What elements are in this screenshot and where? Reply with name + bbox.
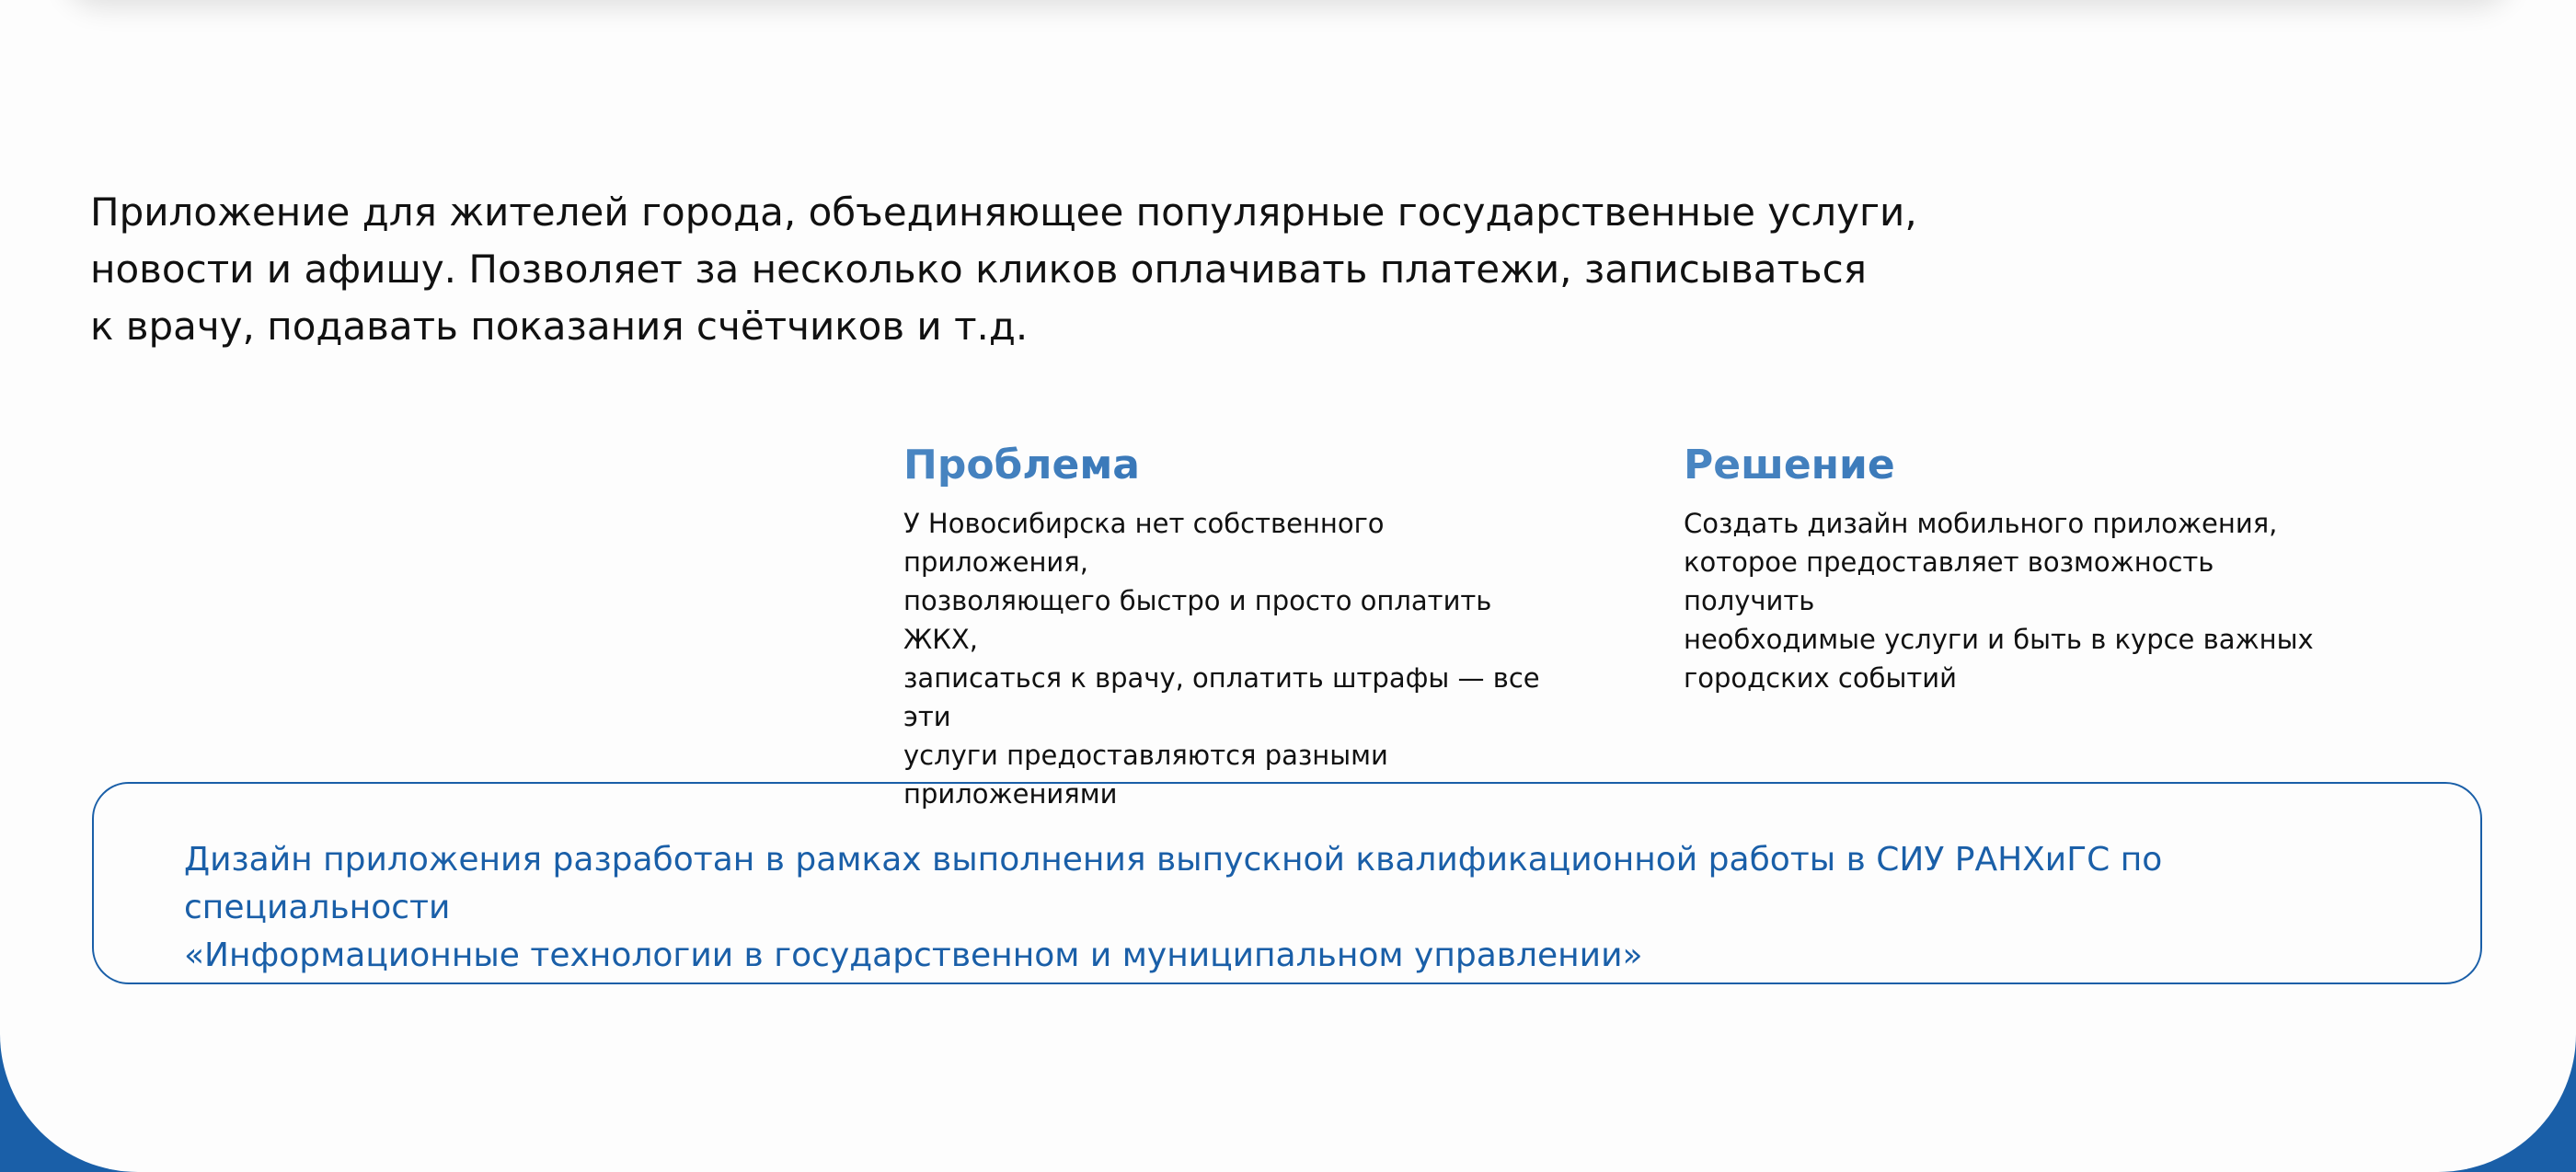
solution-text: Создать дизайн мобильного приложения, которое предоставляет возможность получить необходимые услуги и быть в курсе важных городских событий xyxy=(1684,508,2314,694)
problem-section xyxy=(903,440,1566,813)
intro-text: Приложение для жителей города, объединяющее популярные государственные услуги, новости и афишу. Позволяет за несколько кликов оплачивать платежи, записываться к врачу, подавать показания счётчиков и т.д. xyxy=(90,190,1917,349)
problem-heading: Проблема xyxy=(903,440,1566,491)
solution-heading: Решение xyxy=(1684,440,2346,491)
problem-text: У Новосибирска нет собственного приложения, позволяющего быстро и просто оплатить ЖКХ, записаться к врачу, оплатить штрафы — все эти услуги предоставляются разными приложениями xyxy=(903,508,1540,810)
solution-section xyxy=(1684,440,2346,697)
thesis-note-text: Дизайн приложения разработан в рамках выполнения выпускной квалификационной работы в СИУ РАНХиГС по специальности «Информационные технологии в государственном и муниципальном управлении» xyxy=(184,841,2163,974)
thesis-note-box xyxy=(92,782,2482,984)
